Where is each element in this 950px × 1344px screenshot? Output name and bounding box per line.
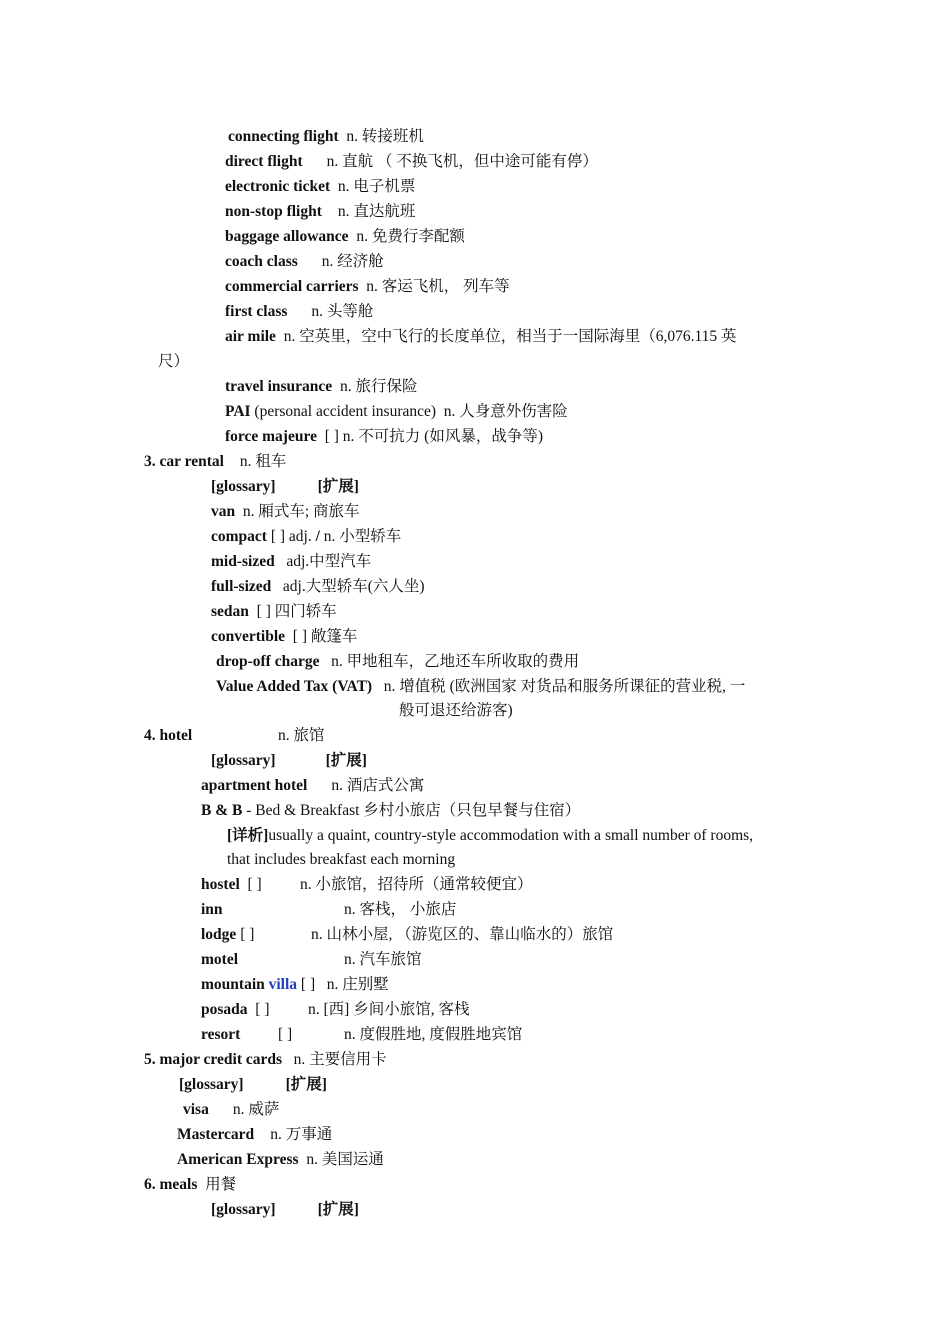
entry-lodge: [201, 925, 254, 945]
term: PAI: [225, 403, 251, 420]
term: compact: [211, 528, 267, 545]
definition: n. 小旅馆，招待所（通常较便宜）: [300, 876, 533, 893]
entry-inn-definition: [344, 900, 456, 920]
entry-hostel: [201, 875, 262, 895]
definition: [ ] n. 不可抗力 (如风暴，战争等): [324, 428, 543, 445]
definition: n. 旅行保险: [339, 378, 418, 395]
expand-label: [扩展]: [317, 1201, 359, 1218]
entry-electronic-ticket: [225, 177, 415, 197]
entry-vat-continuation: [399, 701, 513, 721]
pronunciation: [ ]: [247, 876, 262, 893]
entry-posada-definition: [308, 1000, 469, 1020]
section-heading-meals: [144, 1175, 236, 1195]
expand-label: [扩展]: [325, 752, 367, 769]
definition: n. 直达航班: [337, 203, 416, 220]
entry-commercial-carriers: [225, 277, 510, 297]
entry-van: [211, 502, 360, 522]
section-definition: n. 旅馆: [278, 727, 325, 744]
definition: n. 厢式车; 商旅车: [242, 503, 360, 520]
definition: n. 直航 （ 不换飞机，但中途可能有停）: [326, 153, 598, 170]
expand-label: [扩展]: [285, 1076, 327, 1093]
definition: n. 庄别墅: [326, 976, 389, 993]
term-expansion: (personal accident insurance): [254, 403, 437, 420]
term: air mile: [225, 328, 276, 345]
term: mid-sized: [211, 553, 275, 570]
definition: n. 客栈， 小旅店: [344, 901, 457, 918]
definition: adj.大型轿车(六人坐): [282, 578, 425, 595]
entry-non-stop-flight: [225, 202, 415, 222]
term: travel insurance: [225, 378, 333, 395]
term: connecting flight: [228, 128, 339, 145]
entry-mastercard: [177, 1125, 332, 1145]
definition: adj.中型汽车: [286, 553, 372, 570]
term: mountain: [201, 976, 265, 993]
section-heading-credit-cards: [144, 1050, 387, 1070]
term: non-stop flight: [225, 203, 322, 220]
entry-pai: [225, 402, 568, 422]
entry-direct-flight: [225, 152, 598, 172]
definition-continuation: 尺）: [158, 353, 190, 370]
entry-connecting-flight: [228, 127, 424, 147]
glossary-label: [glossary]: [211, 752, 276, 769]
expand-label: [扩展]: [317, 478, 359, 495]
entry-visa: [183, 1100, 279, 1120]
glossary-row-car-rental: [211, 477, 359, 497]
entry-resort: [201, 1025, 240, 1045]
detail-label: [详析]: [227, 827, 269, 844]
entry-sedan: [211, 602, 337, 622]
section-definition: n. 租车: [239, 453, 287, 470]
definition: n. 客运飞机， 列车等: [366, 278, 510, 295]
entry-motel-definition: [344, 950, 422, 970]
slash: /: [315, 528, 320, 545]
definition: n. 转接班机: [346, 128, 424, 145]
term: resort: [201, 1026, 241, 1043]
definition: n. 汽车旅馆: [344, 951, 422, 968]
term: first class: [225, 303, 288, 320]
entry-mid-sized: [211, 552, 371, 572]
term: van: [211, 503, 236, 520]
entry-travel-insurance: [225, 377, 417, 397]
term: posada: [201, 1001, 248, 1018]
entry-american-express: [177, 1150, 384, 1170]
term: B & B: [201, 802, 243, 819]
term: apartment hotel: [201, 777, 308, 794]
term: visa: [183, 1101, 209, 1118]
detail-text: usually a quaint, country-style accommodation with a small number of rooms,: [268, 827, 754, 844]
glossary-row-hotel: [211, 751, 367, 771]
section-title: 4. hotel: [144, 727, 193, 744]
definition: n. 空英里，空中飞行的长度单位，相当于一国际海里（6,076.115 英: [283, 328, 737, 345]
definition: n. 威萨: [232, 1101, 280, 1118]
glossary-label: [glossary]: [211, 1201, 276, 1218]
entry-posada: [201, 1000, 269, 1020]
entry-bnb: [201, 801, 580, 821]
section-definition-hotel: [278, 726, 325, 746]
entry-force-majeure: [225, 427, 543, 447]
term: coach class: [225, 253, 298, 270]
term: Value Added Tax (VAT): [216, 678, 373, 695]
entry-drop-off-charge: [216, 652, 579, 672]
section-title: 6. meals: [144, 1176, 198, 1193]
pronunciation: [ ]: [255, 1001, 270, 1018]
entry-air-mile-continuation: [158, 352, 189, 372]
entry-air-mile: [225, 327, 737, 347]
definition: n. 电子机票: [337, 178, 416, 195]
definition: n. 度假胜地, 度假胜地宾馆: [344, 1026, 523, 1043]
term: commercial carriers: [225, 278, 359, 295]
term: Mastercard: [177, 1126, 255, 1143]
glossary-label: [glossary]: [211, 478, 276, 495]
definition: n. 免费行李配额: [356, 228, 465, 245]
glossary-row-credit-cards: [179, 1075, 327, 1095]
definition: n. 甲地租车，乙地还车所收取的费用: [331, 653, 580, 670]
term: motel: [201, 951, 239, 968]
pronunciation: [ ]: [240, 926, 255, 943]
entry-motel: [201, 950, 238, 970]
glossary-label: [glossary]: [179, 1076, 244, 1093]
entry-bnb-detail: [227, 826, 753, 846]
definition: n. 经济舱: [321, 253, 384, 270]
entry-apartment-hotel: [201, 776, 424, 796]
entry-vat: [216, 677, 745, 697]
section-title: 5. major credit cards: [144, 1051, 283, 1068]
definition: n. 万事通: [270, 1126, 333, 1143]
definition: [ ] 敞篷车: [292, 628, 358, 645]
section-definition: 用餐: [205, 1176, 237, 1193]
entry-inn: [201, 900, 223, 920]
term: inn: [201, 901, 223, 918]
term: drop-off charge: [216, 653, 320, 670]
term: convertible: [211, 628, 286, 645]
pronunciation-and-pos: [ ] adj.: [270, 528, 312, 545]
glossary-row-meals: [211, 1200, 359, 1220]
term: American Express: [177, 1151, 299, 1168]
definition: n. 酒店式公寓: [331, 777, 425, 794]
definition: n. 小型轿车: [323, 528, 402, 545]
entry-lodge-definition: [311, 925, 613, 945]
entry-resort-pronunciation: [278, 1025, 292, 1045]
term: direct flight: [225, 153, 303, 170]
section-title: 3. car rental: [144, 453, 224, 470]
definition: n. 增值税 (欧洲国家 对货品和服务所课征的营业税, 一: [383, 678, 746, 695]
definition: n. 头等舱: [311, 303, 374, 320]
entry-baggage-allowance: [225, 227, 465, 247]
term: baggage allowance: [225, 228, 349, 245]
entry-full-sized: [211, 577, 425, 597]
entry-mountain-villa: [201, 975, 389, 995]
section-heading-hotel: [144, 726, 192, 746]
definition: n. 美国运通: [306, 1151, 384, 1168]
detail-text-continuation: that includes breakfast each morning: [227, 851, 456, 868]
term: lodge: [201, 926, 237, 943]
section-heading-car-rental: [144, 452, 286, 472]
villa-link[interactable]: villa: [268, 976, 298, 993]
entry-convertible: [211, 627, 357, 647]
entry-first-class: [225, 302, 373, 322]
pronunciation: [ ]: [278, 1026, 293, 1043]
definition: n. 人身意外伤害险: [443, 403, 568, 420]
term: sedan: [211, 603, 249, 620]
definition-continuation: 般可退还给游客): [399, 702, 513, 719]
section-definition: n. 主要信用卡: [293, 1051, 387, 1068]
term: force majeure: [225, 428, 317, 445]
entry-resort-definition: [344, 1025, 522, 1045]
term: full-sized: [211, 578, 272, 595]
entry-hostel-definition: [300, 875, 533, 895]
term: electronic ticket: [225, 178, 331, 195]
entry-coach-class: [225, 252, 384, 272]
definition: [ ] 四门轿车: [256, 603, 337, 620]
entry-compact: [211, 527, 401, 547]
definition: - Bed & Breakfast 乡村小旅店（只包早餐与住宿）: [246, 802, 581, 819]
pronunciation: [ ]: [300, 976, 316, 993]
entry-bnb-detail-continuation: [227, 850, 455, 870]
definition: n. 山林小屋, （游览区的、靠山临水的）旅馆: [311, 926, 614, 943]
definition: n. [西] 乡间小旅馆, 客栈: [308, 1001, 470, 1018]
term: hostel: [201, 876, 240, 893]
